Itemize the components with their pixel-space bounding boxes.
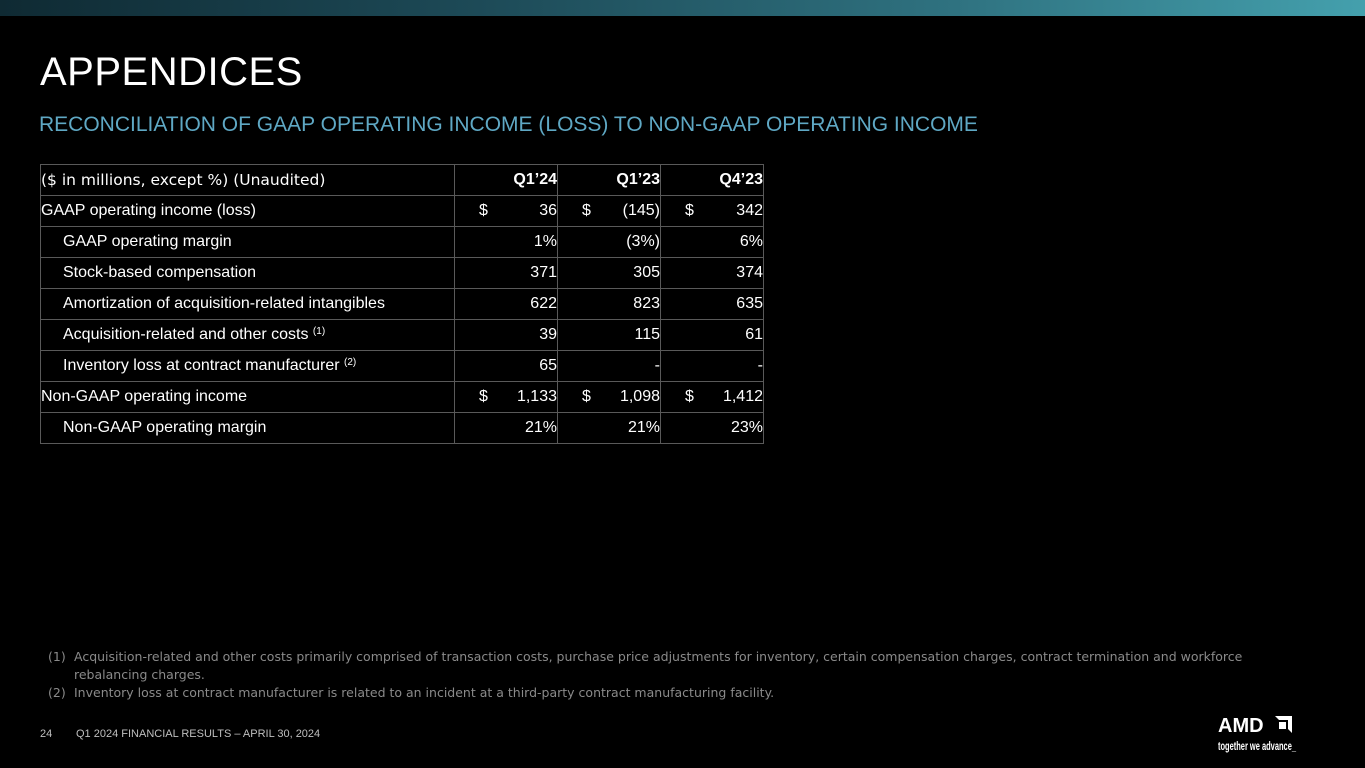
footnotes [48, 648, 1288, 702]
footnote-mark: (2) [48, 685, 66, 700]
row-value: $ 1,412 [661, 382, 764, 413]
footnote-2 [48, 684, 1288, 702]
row-value: 6% [661, 227, 764, 258]
header-col-q1-23: Q1’23 [558, 165, 661, 196]
table-row [41, 351, 764, 382]
table-row [41, 289, 764, 320]
row-label: Non-GAAP operating income [41, 382, 455, 413]
footer-text: Q1 2024 FINANCIAL RESULTS – APRIL 30, 2024 [76, 728, 321, 740]
table-row [41, 196, 764, 227]
footnote-mark: (1) [48, 649, 66, 664]
table-header-row [41, 165, 764, 196]
table-row [41, 258, 764, 289]
footnote-1 [48, 648, 1288, 684]
amd-arrow-icon [1275, 716, 1292, 733]
currency-symbol: $ [685, 202, 694, 219]
currency-symbol: $ [479, 388, 488, 405]
row-value: - [558, 351, 661, 382]
row-label: GAAP operating margin [41, 227, 455, 258]
row-label: Non-GAAP operating margin [41, 413, 455, 444]
table-row [41, 227, 764, 258]
row-value: 21% [455, 413, 558, 444]
header-col-q4-23: Q4’23 [661, 165, 764, 196]
header-label: ($ in millions, except %) (Unaudited) [41, 165, 455, 196]
row-value: 39 [455, 320, 558, 351]
row-label: Amortization of acquisition-related intangibles [41, 289, 455, 320]
currency-symbol: $ [685, 388, 694, 405]
table-row [41, 382, 764, 413]
currency-symbol: $ [582, 202, 591, 219]
row-value: 115 [558, 320, 661, 351]
table-row [41, 320, 764, 351]
header-col-q1-24: Q1’24 [455, 165, 558, 196]
row-value: 61 [661, 320, 764, 351]
table-row [41, 413, 764, 444]
row-label: Stock-based compensation [41, 258, 455, 289]
footnote-text: Acquisition-related and other costs primarily comprised of transaction costs, purchase price adjustments for inventory, certain compensation charges, contract termination and workforce rebalancing charges. [74, 649, 1243, 682]
row-value: 65 [455, 351, 558, 382]
reconciliation-table [40, 164, 764, 444]
footnote-ref: (1) [312, 326, 326, 337]
row-value: $ 36 [455, 196, 558, 227]
row-label: Acquisition-related and other costs $^{(1)}$ [41, 320, 455, 351]
row-value: $ 1,098 [558, 382, 661, 413]
row-value: 635 [661, 289, 764, 320]
currency-symbol: $ [582, 388, 591, 405]
row-value: $ 1,133 [455, 382, 558, 413]
svg-text:together we advance_: together we advance_ [1218, 741, 1297, 753]
row-value: 23% [661, 413, 764, 444]
row-label: GAAP operating income (loss) [41, 196, 455, 227]
row-value: $ 342 [661, 196, 764, 227]
slide-title: APPENDICES [40, 50, 303, 94]
row-value: 622 [455, 289, 558, 320]
row-value: 371 [455, 258, 558, 289]
slide-subtitle: RECONCILIATION OF GAAP OPERATING INCOME (LOSS) TO NON-GAAP OPERATING INCOME [39, 113, 978, 136]
page-number: 24 [40, 728, 53, 740]
row-label: Inventory loss at contract manufacturer $^{(2)}$ [41, 351, 455, 382]
footnote-ref: (2) [344, 357, 357, 368]
amd-logo [1217, 713, 1297, 755]
footnote-text: Inventory loss at contract manufacturer is related to an incident at a third-party contract manufacturing facility. [74, 685, 775, 700]
row-value: 305 [558, 258, 661, 289]
row-value: (3%) [558, 227, 661, 258]
row-value: 374 [661, 258, 764, 289]
row-value: 823 [558, 289, 661, 320]
row-value: 1% [455, 227, 558, 258]
row-value: 21% [558, 413, 661, 444]
svg-text:AMD: AMD [1218, 715, 1264, 737]
row-value: $ (145) [558, 196, 661, 227]
top-gradient-bar [0, 0, 1365, 16]
row-value: - [661, 351, 764, 382]
currency-symbol: $ [479, 202, 488, 219]
